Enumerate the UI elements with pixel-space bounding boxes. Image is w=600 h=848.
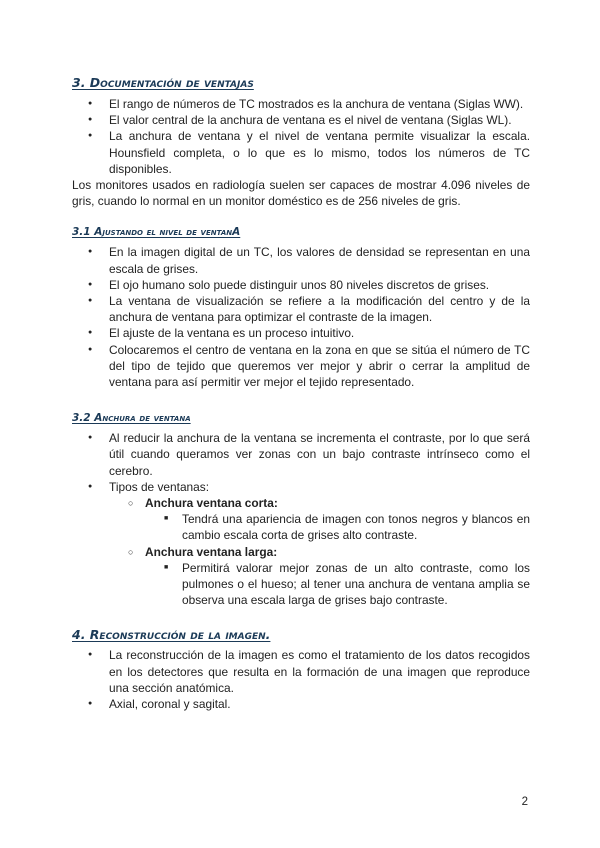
list-item: ● La reconstrucción de la imagen es como el tratamiento de los datos recogidos en los detectores que resulta en la formación de una imagen que reproduce una sección anatómica. [72,647,530,696]
sub-list-item [72,544,530,609]
section-3-2-heading: 3.2 Anchura de ventana [72,412,191,425]
list-item: ● La anchura de ventana y el nivel de ventana permite visualizar la escala. Hounsfield completa, o lo que es lo mismo, todos los números de TC disponibles. [72,128,530,177]
list-item: ● La ventana de visualización se refiere a la modificación del centro y de la anchura de ventana para optimizar el contraste de la imagen. [72,293,530,325]
sub-list-item [72,495,530,544]
section-3-1-heading: 3.1 Ajustando el nivel de ventanA [72,226,241,239]
section-4-heading: 4. Reconstrucción de la imagen. [72,627,271,643]
list-item: ● Colocaremos el centro de ventana en la zona en que se sitúa el número de TC del tipo de tejido que queremos ver mejor y abrir o cerrar la amplitud de ventana para así permitir ver mejor el tejido representado. [72,342,530,391]
section-3-list [72,96,530,177]
window-types-list [109,495,530,608]
long-window-label: Anchura ventana larga: [145,544,278,559]
page-number: 2 [521,796,528,808]
section-3-1-list [72,244,530,390]
section-3-paragraph: Los monitores usados en radiología suelen ser capaces de mostrar 4.096 niveles de gris, cuando lo normal en un monitor doméstico es de 256 niveles de gris. [72,178,530,209]
section-3-heading: 3. Documentación de ventajas [72,75,254,90]
list-item: ● Axial, coronal y sagital. [72,696,530,712]
short-window-detail-list [145,511,530,543]
section-3-2-list [72,430,530,608]
long-window-detail-list [145,560,530,609]
list-item [72,479,530,609]
detail-item: ■ Tendrá una apariencia de imagen con tonos negros y blancos en cambio escala corta de grises alto contraste. [72,511,530,543]
list-item: ● El ojo humano solo puede distinguir unos 80 niveles discretos de grises. [72,277,530,293]
list-item: ● Al reducir la anchura de la ventana se incrementa el contraste, por lo que será útil cuando queramos ver zonas con un bajo contraste intrínseco como el cerebro. [72,430,530,479]
detail-item: ■ Permitirá valorar mejor zonas de un alto contraste, como los pulmones o el hueso; al tener una anchura de ventana amplia se observa una escala larga de grises bajo contraste. [72,560,530,609]
list-item: ● En la imagen digital de un TC, los valores de densidad se representan en una escala de grises. [72,244,530,276]
section-4-list [72,647,530,712]
list-item: ● El valor central de la anchura de ventana es el nivel de ventana (Siglas WL). [72,112,530,128]
list-item: ● El rango de números de TC mostrados es la anchura de ventana (Siglas WW). [72,96,530,112]
short-window-label: Anchura ventana corta: [145,496,278,511]
document-page [72,76,530,712]
list-item-text: Tipos de ventanas: [109,479,210,494]
list-item: ● El ajuste de la ventana es un proceso intuitivo. [72,325,530,341]
